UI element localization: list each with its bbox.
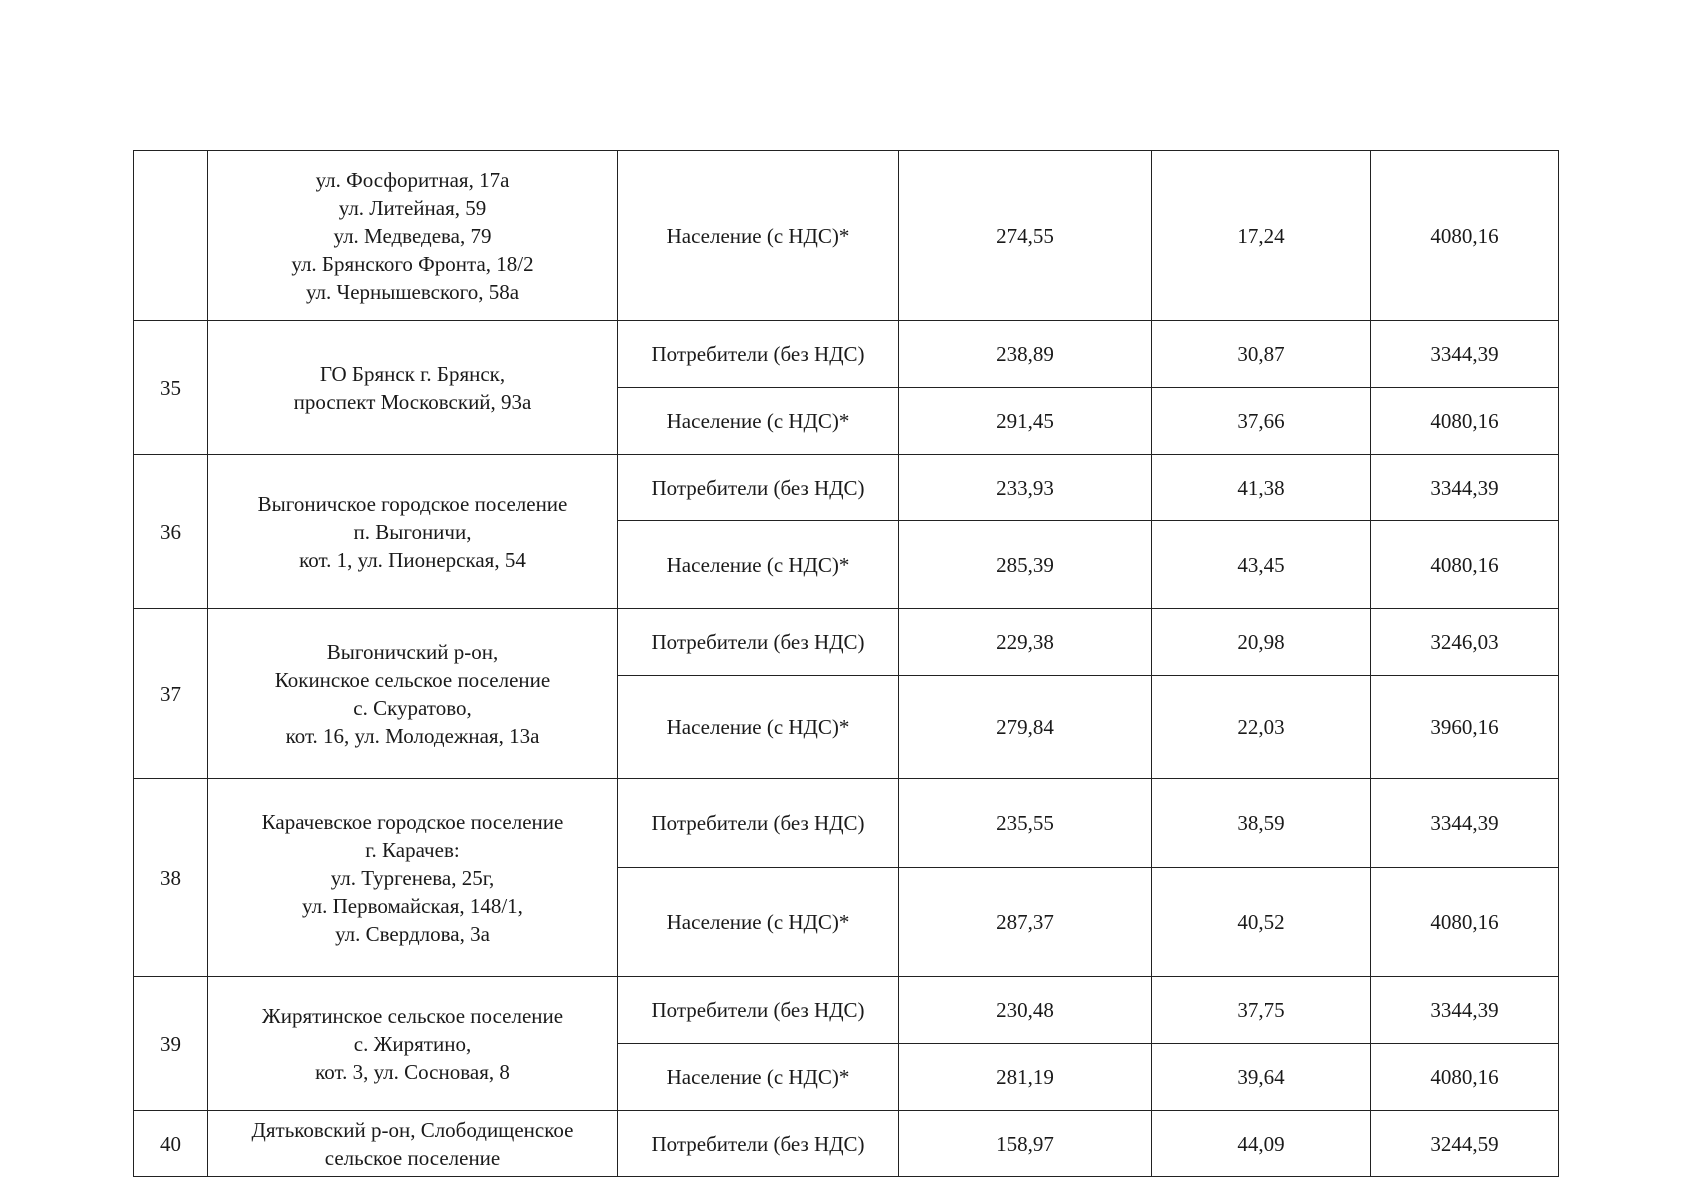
table-row (134, 151, 1559, 321)
tariff-value-2: 44,09 (1152, 1111, 1371, 1177)
address-line: ул. Медведева, 79 (333, 223, 492, 248)
address-line: ул. Литейная, 59 (338, 195, 487, 220)
table-row (134, 977, 1559, 1044)
tariff-value-3: 3344,39 (1371, 321, 1559, 388)
consumer-category: Население (с НДС)* (618, 151, 899, 321)
tariff-value-3: 3344,39 (1371, 455, 1559, 521)
address-line: ГО Брянск г. Брянск, (319, 361, 506, 386)
tariff-value-1: 291,45 (899, 388, 1152, 455)
row-number: 37 (134, 609, 208, 779)
consumer-category: Потребители (без НДС) (618, 977, 899, 1044)
tariff-value-3: 4080,16 (1371, 388, 1559, 455)
address-line: сельское поселение (324, 1145, 501, 1170)
tariff-value-3: 4080,16 (1371, 868, 1559, 977)
address-line: п. Выгоничи, (353, 519, 472, 544)
tariff-value-1: 281,19 (899, 1044, 1152, 1111)
address-line: Выгоничское городское поселение (257, 491, 568, 516)
table-row (134, 455, 1559, 521)
address-line: кот. 1, ул. Пионерская, 54 (299, 547, 526, 572)
table-row (134, 779, 1559, 868)
consumer-category: Потребители (без НДС) (618, 455, 899, 521)
tariff-value-1: 279,84 (899, 676, 1152, 779)
address-cell (208, 321, 618, 455)
tariff-value-1: 287,37 (899, 868, 1152, 977)
tariff-value-1: 229,38 (899, 609, 1152, 676)
row-number: 36 (134, 455, 208, 609)
address-line: Жирятинское сельское поселение (261, 1003, 564, 1028)
tariff-value-3: 3344,39 (1371, 977, 1559, 1044)
row-number (134, 151, 208, 321)
address-line: Карачевское городское поселение (261, 809, 564, 834)
tariff-value-3: 4080,16 (1371, 521, 1559, 609)
tariff-value-2: 22,03 (1152, 676, 1371, 779)
address-line: Дятьковский р-он, Слободищенское (251, 1117, 574, 1142)
tariff-value-1: 158,97 (899, 1111, 1152, 1177)
tariff-table (133, 150, 1559, 1177)
table-row (134, 321, 1559, 388)
tariff-value-1: 274,55 (899, 151, 1152, 321)
table-row (134, 609, 1559, 676)
consumer-category: Потребители (без НДС) (618, 1111, 899, 1177)
tariff-value-2: 38,59 (1152, 779, 1371, 868)
address-line: Кокинское сельское поселение (274, 667, 551, 692)
address-cell (208, 455, 618, 609)
consumer-category: Потребители (без НДС) (618, 321, 899, 388)
address-line: ул. Свердлова, 3а (335, 921, 490, 946)
tariff-value-3: 4080,16 (1371, 151, 1559, 321)
consumer-category: Население (с НДС)* (618, 521, 899, 609)
tariff-value-2: 20,98 (1152, 609, 1371, 676)
row-number: 39 (134, 977, 208, 1111)
address-line: Выгоничский р-он, (326, 639, 499, 664)
tariff-value-2: 30,87 (1152, 321, 1371, 388)
tariff-value-1: 235,55 (899, 779, 1152, 868)
address-line: проспект Московский, 93а (293, 389, 532, 414)
tariff-value-3: 3244,59 (1371, 1111, 1559, 1177)
address-line: ул. Брянского Фронта, 18/2 (291, 251, 534, 276)
tariff-value-1: 285,39 (899, 521, 1152, 609)
tariff-value-2: 37,66 (1152, 388, 1371, 455)
table-row (134, 1111, 1559, 1177)
tariff-value-1: 230,48 (899, 977, 1152, 1044)
consumer-category: Население (с НДС)* (618, 388, 899, 455)
tariff-value-2: 40,52 (1152, 868, 1371, 977)
address-cell (208, 977, 618, 1111)
address-line: кот. 16, ул. Молодежная, 13а (285, 723, 540, 748)
address-line: кот. 3, ул. Сосновая, 8 (315, 1059, 510, 1084)
consumer-category: Население (с НДС)* (618, 676, 899, 779)
address-line: с. Жирятино, (353, 1031, 472, 1056)
address-cell (208, 151, 618, 321)
address-line: ул. Тургенева, 25г, (330, 865, 495, 890)
address-line: ул. Первомайская, 148/1, (302, 893, 523, 918)
address-line: ул. Чернышевского, 58а (305, 279, 520, 304)
row-number: 40 (134, 1111, 208, 1177)
tariff-value-1: 238,89 (899, 321, 1152, 388)
tariff-value-3: 3344,39 (1371, 779, 1559, 868)
consumer-category: Потребители (без НДС) (618, 779, 899, 868)
consumer-category: Население (с НДС)* (618, 868, 899, 977)
address-cell (208, 1111, 618, 1177)
tariff-value-2: 43,45 (1152, 521, 1371, 609)
tariff-value-3: 4080,16 (1371, 1044, 1559, 1111)
tariff-value-1: 233,93 (899, 455, 1152, 521)
row-number: 35 (134, 321, 208, 455)
consumer-category: Население (с НДС)* (618, 1044, 899, 1111)
tariff-value-2: 37,75 (1152, 977, 1371, 1044)
tariff-value-2: 41,38 (1152, 455, 1371, 521)
tariff-value-3: 3246,03 (1371, 609, 1559, 676)
tariff-value-2: 17,24 (1152, 151, 1371, 321)
row-number: 38 (134, 779, 208, 977)
address-line: ул. Фосфоритная, 17а (315, 167, 510, 192)
tariff-value-3: 3960,16 (1371, 676, 1559, 779)
address-line: г. Карачев: (365, 837, 460, 862)
consumer-category: Потребители (без НДС) (618, 609, 899, 676)
address-line: с. Скуратово, (353, 695, 472, 720)
tariff-value-2: 39,64 (1152, 1044, 1371, 1111)
address-cell (208, 779, 618, 977)
address-cell (208, 609, 618, 779)
